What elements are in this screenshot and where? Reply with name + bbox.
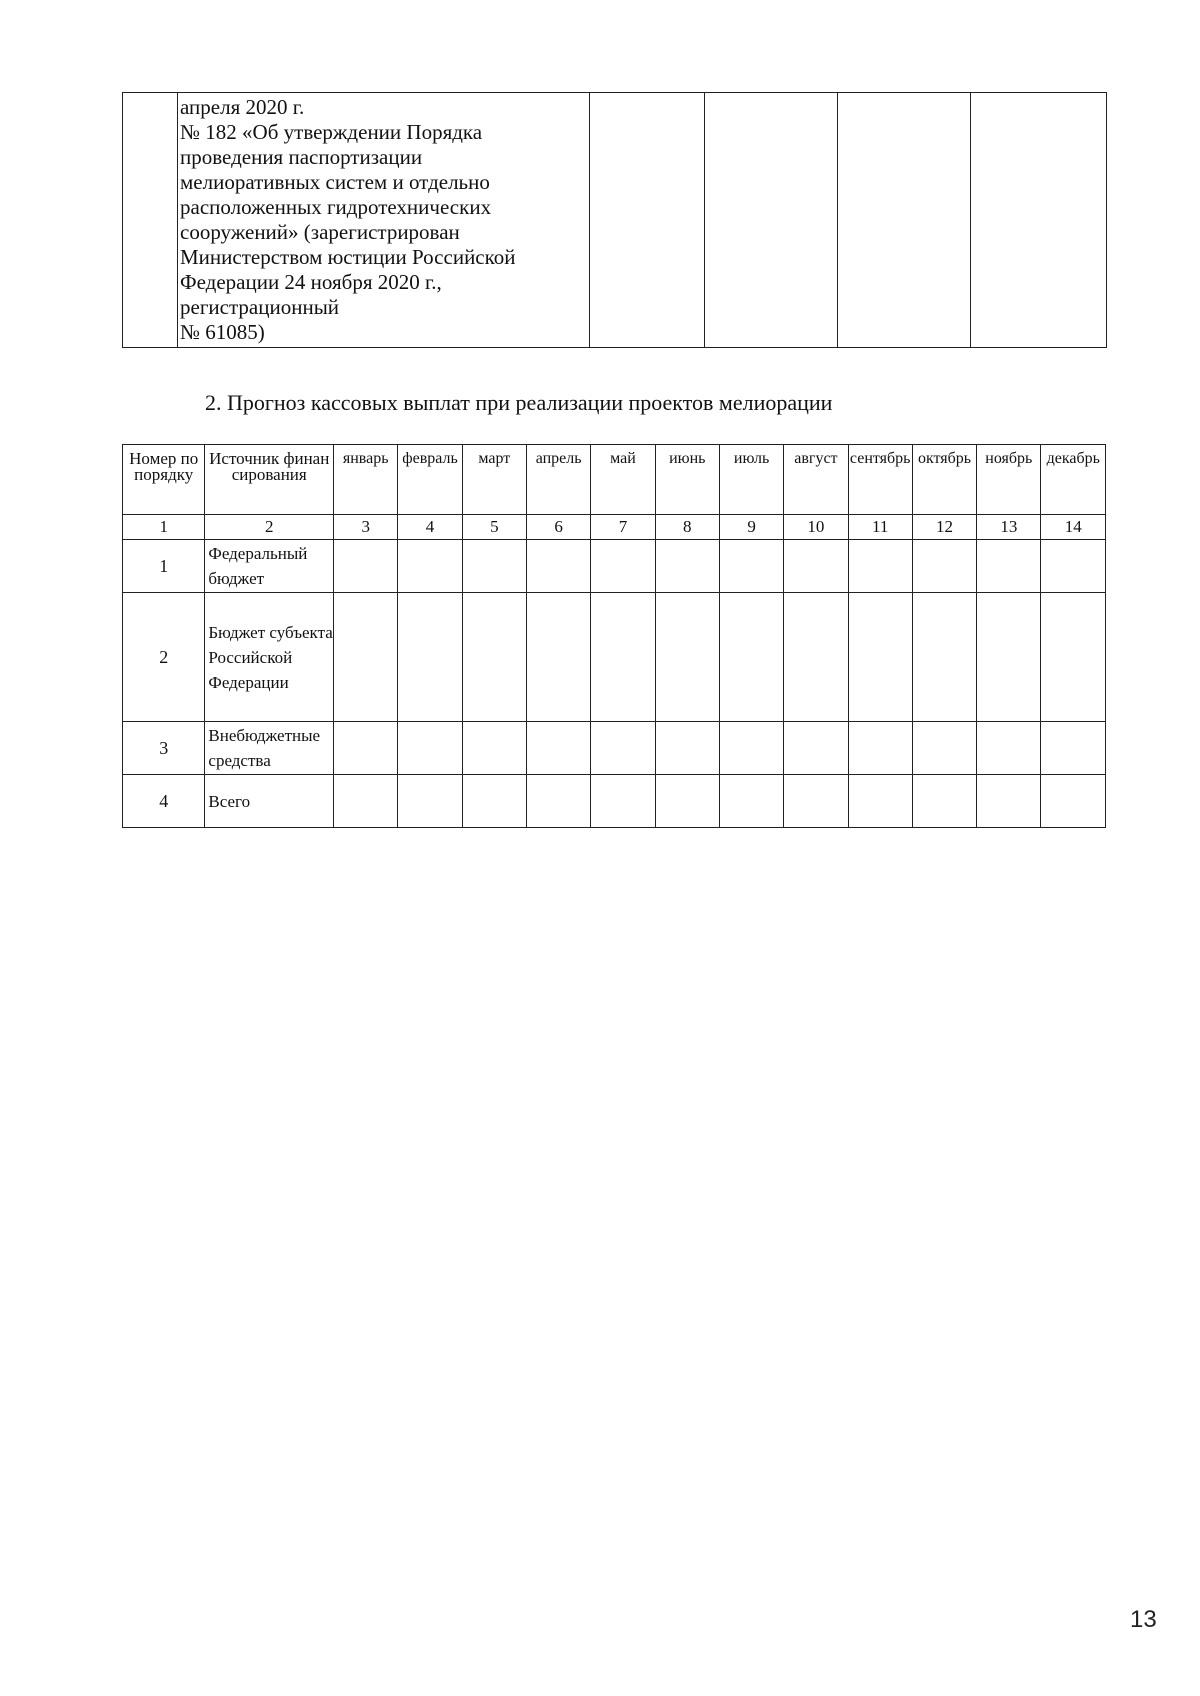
value-cell — [912, 540, 976, 593]
column-number: 10 — [784, 515, 848, 540]
value-cell — [591, 540, 655, 593]
continued-cell-document — [178, 93, 590, 348]
value-cell — [784, 722, 848, 775]
row-source: Внебюджетные средства — [205, 722, 334, 775]
header-month: январь — [334, 445, 398, 515]
header-month: май — [591, 445, 655, 515]
value-cell — [526, 593, 590, 722]
value-cell — [334, 540, 398, 593]
text-line: регистрационный — [180, 295, 340, 319]
column-number: 7 — [591, 515, 655, 540]
value-cell — [591, 722, 655, 775]
column-number: 12 — [912, 515, 976, 540]
value-cell — [398, 540, 462, 593]
header-month: ноябрь — [977, 445, 1041, 515]
row-source: Всего — [205, 775, 334, 828]
value-cell — [334, 722, 398, 775]
header-month: август — [784, 445, 848, 515]
value-cell — [462, 775, 526, 828]
value-cell — [591, 775, 655, 828]
table-row — [123, 593, 1106, 722]
value-cell — [1041, 540, 1106, 593]
text-line: Федерации 24 ноября 2020 г., — [180, 270, 442, 294]
value-cell — [912, 775, 976, 828]
value-cell — [334, 593, 398, 722]
value-cell — [848, 593, 912, 722]
value-cell — [912, 593, 976, 722]
column-number: 5 — [462, 515, 526, 540]
column-number: 3 — [334, 515, 398, 540]
row-source: Федеральный бюджет — [205, 540, 334, 593]
row-number: 4 — [123, 775, 205, 828]
header-source: Источник финансирования — [205, 445, 334, 515]
value-cell — [912, 722, 976, 775]
table-row — [123, 722, 1106, 775]
text-line: сооружений» (зарегистрирован — [180, 220, 460, 244]
value-cell — [719, 593, 783, 722]
value-cell — [848, 722, 912, 775]
value-cell — [719, 540, 783, 593]
value-cell — [655, 775, 719, 828]
header-month: апрель — [526, 445, 590, 515]
header-month: октябрь — [912, 445, 976, 515]
cash-flow-table — [122, 444, 1106, 828]
continued-cell-empty — [705, 93, 838, 348]
value-cell — [655, 540, 719, 593]
row-source: Бюджет субъекта Российской Федерации — [205, 593, 334, 722]
value-cell — [462, 722, 526, 775]
table-row — [123, 775, 1106, 828]
continued-table — [122, 92, 1107, 348]
value-cell — [977, 775, 1041, 828]
text-line: № 61085) — [180, 320, 265, 344]
header-month: декабрь — [1041, 445, 1106, 515]
value-cell — [719, 775, 783, 828]
value-cell — [1041, 593, 1106, 722]
continued-cell-empty — [590, 93, 705, 348]
header-month: июль — [719, 445, 783, 515]
value-cell — [462, 593, 526, 722]
value-cell — [977, 593, 1041, 722]
value-cell — [526, 722, 590, 775]
continued-table-row — [123, 93, 1107, 348]
text-line: мелиоративных систем и отдельно — [180, 170, 490, 194]
value-cell — [398, 722, 462, 775]
header-number: Номер по порядку — [123, 445, 205, 515]
value-cell — [462, 540, 526, 593]
value-cell — [398, 593, 462, 722]
value-cell — [526, 775, 590, 828]
text-line: апреля 2020 г. — [180, 95, 305, 119]
section-title: 2. Прогноз кассовых выплат при реализации проектов мелиорации — [205, 390, 833, 415]
header-month: март — [462, 445, 526, 515]
value-cell — [591, 593, 655, 722]
value-cell — [784, 540, 848, 593]
column-number: 4 — [398, 515, 462, 540]
value-cell — [334, 775, 398, 828]
text-line: Министерством юстиции Российской — [180, 245, 516, 269]
value-cell — [1041, 775, 1106, 828]
continued-cell-empty — [971, 93, 1107, 348]
text-line: № 182 «Об утверждении Порядка — [180, 120, 483, 144]
row-number: 2 — [123, 593, 205, 722]
value-cell — [784, 593, 848, 722]
page-number: 13 — [1130, 1606, 1157, 1633]
column-number: 11 — [848, 515, 912, 540]
value-cell — [784, 775, 848, 828]
column-number: 1 — [123, 515, 205, 540]
value-cell — [1041, 722, 1106, 775]
text-line: проведения паспортизации — [180, 145, 423, 169]
value-cell — [655, 593, 719, 722]
value-cell — [977, 540, 1041, 593]
value-cell — [398, 775, 462, 828]
text-line: расположенных гидротехнических — [180, 195, 492, 219]
column-number: 8 — [655, 515, 719, 540]
column-number: 2 — [205, 515, 334, 540]
column-number-row — [123, 515, 1106, 540]
continued-cell-number — [123, 93, 178, 348]
column-number: 9 — [719, 515, 783, 540]
column-number: 6 — [526, 515, 590, 540]
header-month: февраль — [398, 445, 462, 515]
value-cell — [719, 722, 783, 775]
value-cell — [848, 540, 912, 593]
document-reference-text — [178, 93, 589, 345]
table-row — [123, 540, 1106, 593]
value-cell — [977, 722, 1041, 775]
column-number: 13 — [977, 515, 1041, 540]
value-cell — [526, 540, 590, 593]
column-number: 14 — [1041, 515, 1106, 540]
value-cell — [848, 775, 912, 828]
header-month: сентябрь — [848, 445, 912, 515]
row-number: 1 — [123, 540, 205, 593]
row-number: 3 — [123, 722, 205, 775]
header-month: июнь — [655, 445, 719, 515]
continued-cell-empty — [838, 93, 971, 348]
value-cell — [655, 722, 719, 775]
header-row — [123, 445, 1106, 515]
